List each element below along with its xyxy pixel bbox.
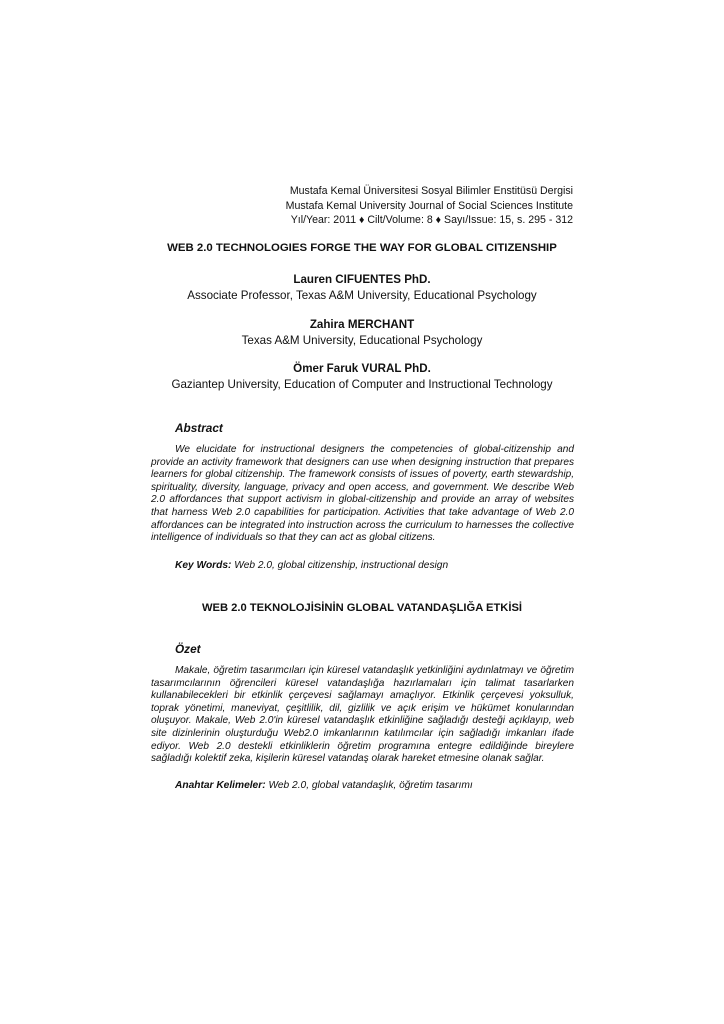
anahtar-kelimeler-value: Web 2.0, global vatandaşlık, öğretim tasarımı <box>268 780 473 791</box>
author-affiliation: Texas A&M University, Educational Psychology <box>241 333 483 347</box>
ozet-text: Makale, öğretim tasarımcıları için küresel vatandaşlık yetkinliğini aydınlatmayı ve öğretim tasarımcılarının öğrencileri küresel vatandaşlığa hazırlamaları için talimat tasarlarken kullanabilecekleri bir etkinlik çerçevesi sağlamayı amaçlıyor. Etkinlik çerçevesi yoksulluk, toprak yönetimi, maneviyat, çeşitlilik, dil, gizlilik ve açık erişim ve hükümet konularından oluşuyor. Makale, Web 2.0'in küresel vatandaşlık etkinliğine sağladığı desteği açıklayıp, web site dizinlerinin oluşturduğu Web2.0 imkanlarının katılımcılar için sağladığı imkanları ifade ediyor. Web 2.0 destekli etkinliklerin öğretim programına entegre edildiğinde bireylere sağladığı kolektif zeka, kişilerin küresel vatandaş olarak hareket etmesine olanak sağlar. <box>151 665 574 765</box>
keywords-label: Key Words: <box>175 560 232 571</box>
journal-name-tr: Mustafa Kemal Üniversitesi Sosyal Bilimler Enstitüsü Dergisi <box>289 185 573 197</box>
abstract-text: We elucidate for instructional designers the competencies of global-citizenship and provide an activity framework that designers can use when designing instruction that prepares learners for global citizenship. The framework consists of issues of poverty, earth stewardship, spirituality, diversity, language, privacy and open access, and government. We describe Web 2.0 affordances that support activism in global-citizenship and provide an array of websites that harness Web 2.0 capabilities for participation. Activities that take advantage of Web 2.0 affordances can be integrated into instruction across the curriculum to harnesses the collective intelligence of individuals so that they can act as global citizens. <box>151 444 574 544</box>
author-affiliation: Gaziantep University, Education of Computer and Instructional Technology <box>171 377 553 391</box>
author-1 <box>0 272 724 303</box>
anahtar-kelimeler-line <box>175 780 473 791</box>
author-name: Lauren CIFUENTES PhD. <box>293 273 431 286</box>
paper-title: WEB 2.0 TECHNOLOGIES FORGE THE WAY FOR GLOBAL CITIZENSHIP <box>167 242 557 254</box>
ozet-heading: Özet <box>175 642 201 656</box>
author-name: Zahira MERCHANT <box>309 318 415 331</box>
author-2 <box>0 317 724 348</box>
journal-header <box>286 184 573 228</box>
issue-line: Yıl/Year: 2011 ♦ Cilt/Volume: 8 ♦ Sayı/Issue: 15, s. 295 - 312 <box>290 214 573 226</box>
author-3 <box>0 361 724 392</box>
keywords-line <box>175 560 448 571</box>
journal-name-en: Mustafa Kemal University Journal of Social Sciences Institute <box>285 199 573 212</box>
keywords-value: Web 2.0, global citizenship, instructional design <box>234 560 449 571</box>
anahtar-kelimeler-label: Anahtar Kelimeler: <box>175 780 266 791</box>
author-affiliation: Associate Professor, Texas A&M University, Educational Psychology <box>187 288 537 302</box>
abstract-heading: Abstract <box>175 421 223 435</box>
author-name: Ömer Faruk VURAL PhD. <box>293 362 431 375</box>
turkish-title: WEB 2.0 TEKNOLOJİSİNİN GLOBAL VATANDAŞLIĞA ETKİSİ <box>201 602 523 614</box>
